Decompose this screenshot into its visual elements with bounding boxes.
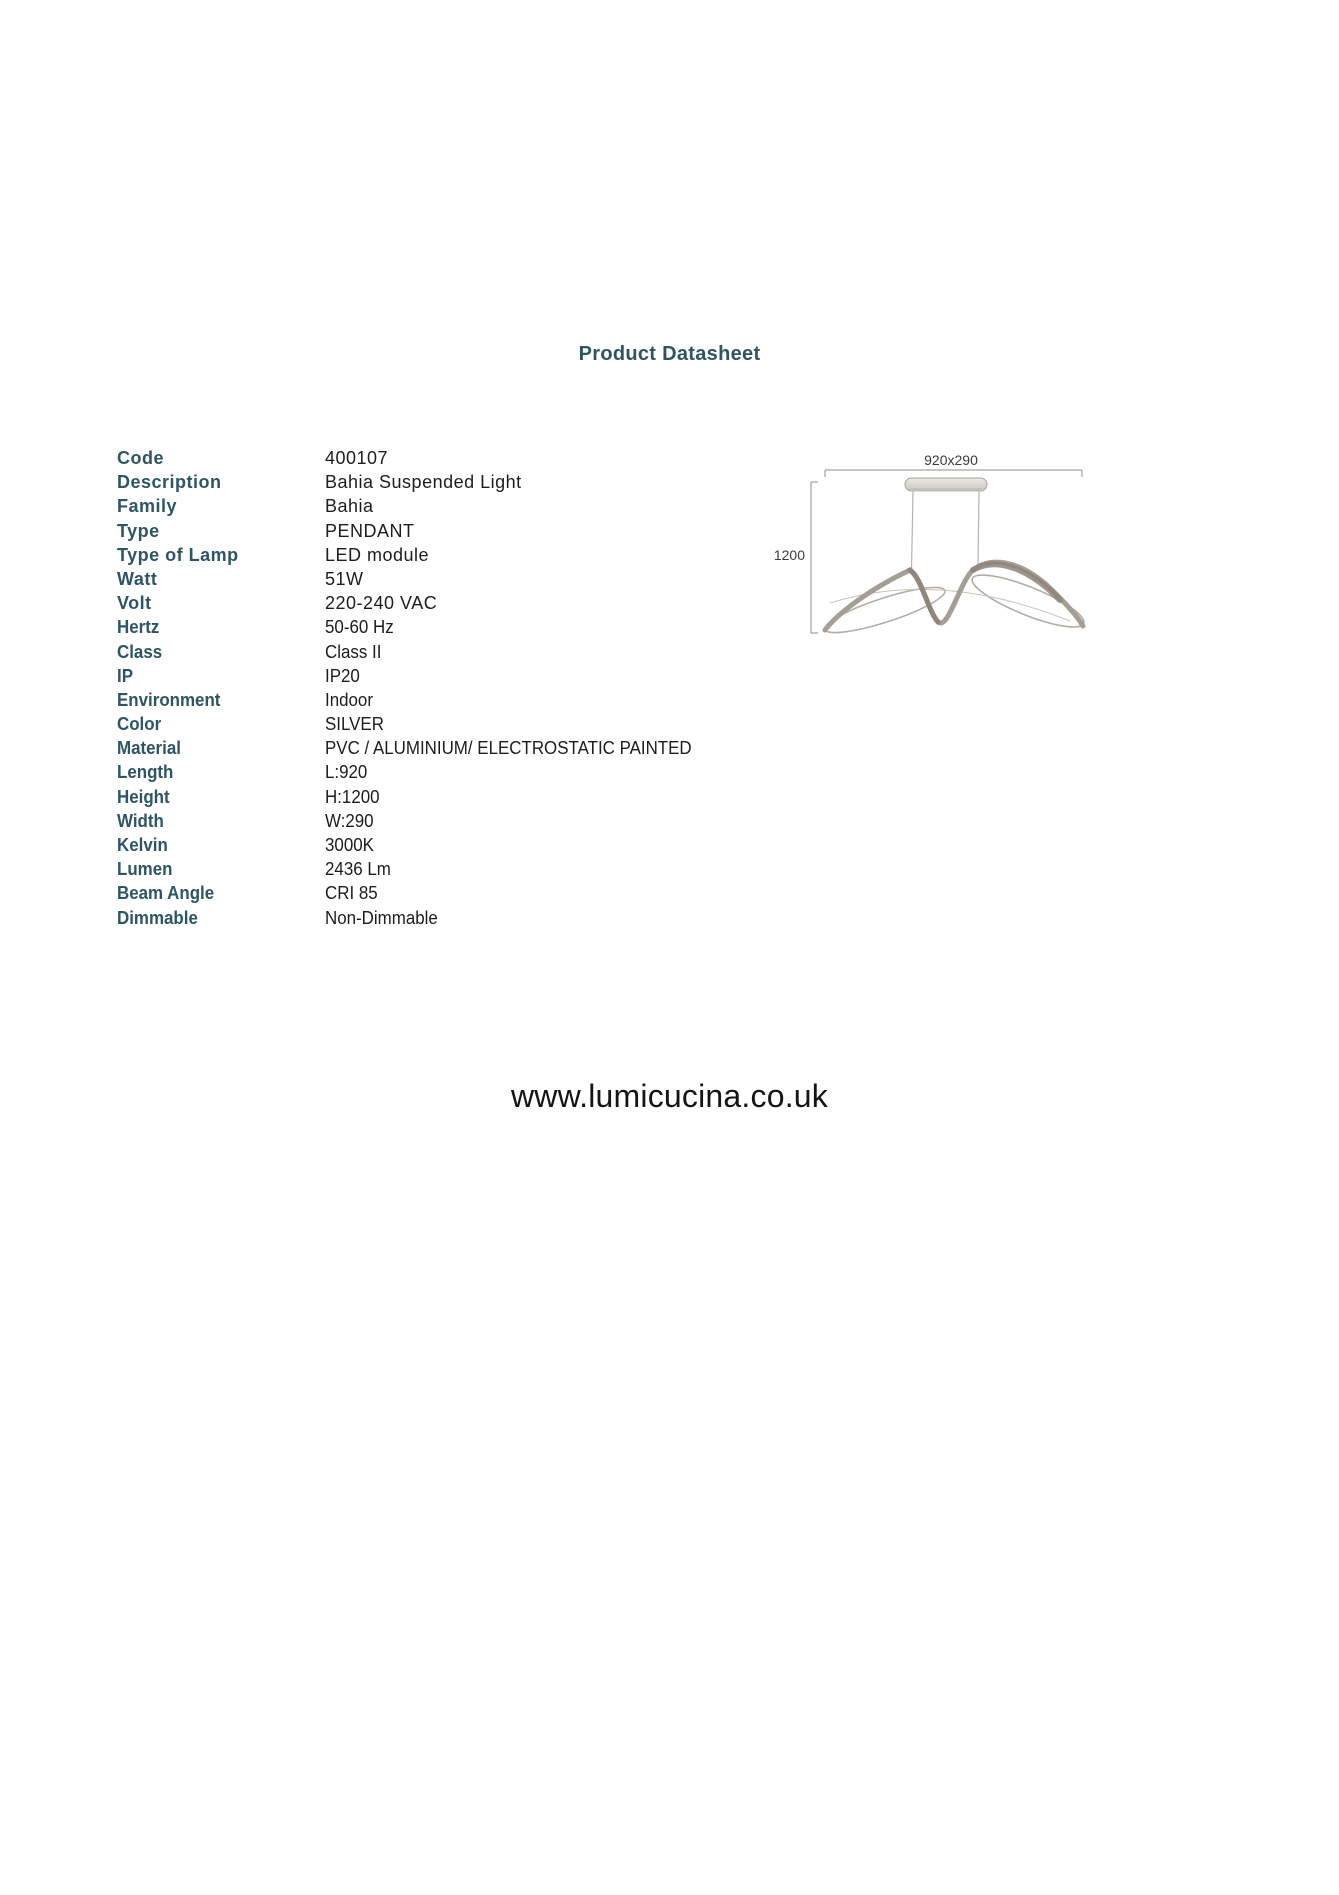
spec-row bbox=[117, 712, 777, 736]
spec-label: Kelvin bbox=[117, 835, 168, 855]
spec-value: Class II bbox=[325, 641, 382, 662]
spec-label: Watt bbox=[117, 568, 158, 589]
spec-value: LED module bbox=[325, 544, 430, 565]
spec-row bbox=[117, 519, 777, 543]
spec-value: 51W bbox=[325, 568, 364, 589]
spec-value: 3000K bbox=[325, 835, 374, 855]
spec-row bbox=[117, 567, 777, 591]
spec-row bbox=[117, 809, 777, 833]
dimension-width-label: 920x290 bbox=[924, 452, 978, 468]
spec-value: Non-Dimmable bbox=[325, 907, 438, 928]
spec-row bbox=[117, 640, 777, 664]
spec-label: Material bbox=[117, 738, 181, 759]
canopy-shape bbox=[905, 478, 987, 492]
spec-row bbox=[117, 446, 777, 470]
spec-row bbox=[117, 760, 777, 784]
spec-value: Indoor bbox=[325, 689, 373, 710]
spec-row bbox=[117, 664, 777, 688]
spec-table bbox=[117, 446, 777, 930]
spec-label: Type bbox=[117, 520, 160, 541]
spec-row bbox=[117, 736, 777, 760]
spec-row bbox=[117, 615, 777, 639]
spec-label: Description bbox=[117, 472, 222, 493]
spec-label: Environment bbox=[117, 689, 221, 710]
spec-value: H:1200 bbox=[325, 786, 380, 807]
pendant-drawing bbox=[770, 443, 1100, 653]
spec-label: Type of Lamp bbox=[117, 544, 239, 565]
spec-label: Length bbox=[117, 762, 174, 783]
spec-label: Family bbox=[117, 496, 178, 517]
spec-value: 220-240 VAC bbox=[325, 593, 438, 614]
dimension-width-line bbox=[825, 470, 1082, 477]
spec-label: Beam Angle bbox=[117, 883, 215, 904]
dimension-height-label: 1200 bbox=[773, 547, 805, 563]
spec-value: 400107 bbox=[325, 448, 389, 468]
spec-value: 50-60 Hz bbox=[325, 617, 394, 638]
spec-value: CRI 85 bbox=[325, 883, 378, 904]
spec-label: Class bbox=[117, 641, 163, 662]
spec-value: IP20 bbox=[325, 665, 360, 686]
spec-label: Code bbox=[117, 448, 164, 468]
ribbon-path bbox=[821, 562, 1089, 641]
spec-value: W:290 bbox=[325, 810, 374, 831]
dimension-height-line bbox=[811, 482, 818, 633]
page-title: Product Datasheet bbox=[578, 343, 761, 365]
spec-label: Hertz bbox=[117, 617, 160, 638]
spec-label: IP bbox=[117, 665, 133, 686]
spec-label: Volt bbox=[117, 593, 152, 614]
product-figure bbox=[770, 443, 1100, 653]
spec-value: SILVER bbox=[325, 714, 384, 735]
spec-label: Dimmable bbox=[117, 907, 198, 928]
suspension-wire-left bbox=[912, 491, 914, 571]
website-link[interactable]: www.lumicucina.co.uk bbox=[511, 1078, 828, 1114]
spec-value: L:920 bbox=[325, 762, 368, 783]
spec-row bbox=[117, 470, 777, 494]
spec-value: PVC / ALUMINIUM/ ELECTROSTATIC PAINTED bbox=[325, 738, 692, 759]
spec-label: Height bbox=[117, 786, 170, 807]
spec-label: Lumen bbox=[117, 859, 173, 880]
spec-value: Bahia Suspended Light bbox=[325, 472, 522, 493]
spec-row bbox=[117, 833, 777, 857]
spec-value: PENDANT bbox=[325, 520, 415, 541]
spec-row bbox=[117, 494, 777, 518]
spec-label: Color bbox=[117, 714, 162, 735]
spec-row bbox=[117, 543, 777, 567]
spec-row bbox=[117, 857, 777, 881]
spec-row bbox=[117, 881, 777, 905]
spec-row bbox=[117, 591, 777, 615]
spec-label: Width bbox=[117, 810, 164, 831]
spec-row bbox=[117, 688, 777, 712]
spec-row bbox=[117, 785, 777, 809]
spec-value: 2436 Lm bbox=[325, 859, 391, 880]
suspension-wire-right bbox=[978, 491, 979, 567]
spec-row bbox=[117, 906, 777, 930]
spec-value: Bahia bbox=[325, 496, 374, 517]
